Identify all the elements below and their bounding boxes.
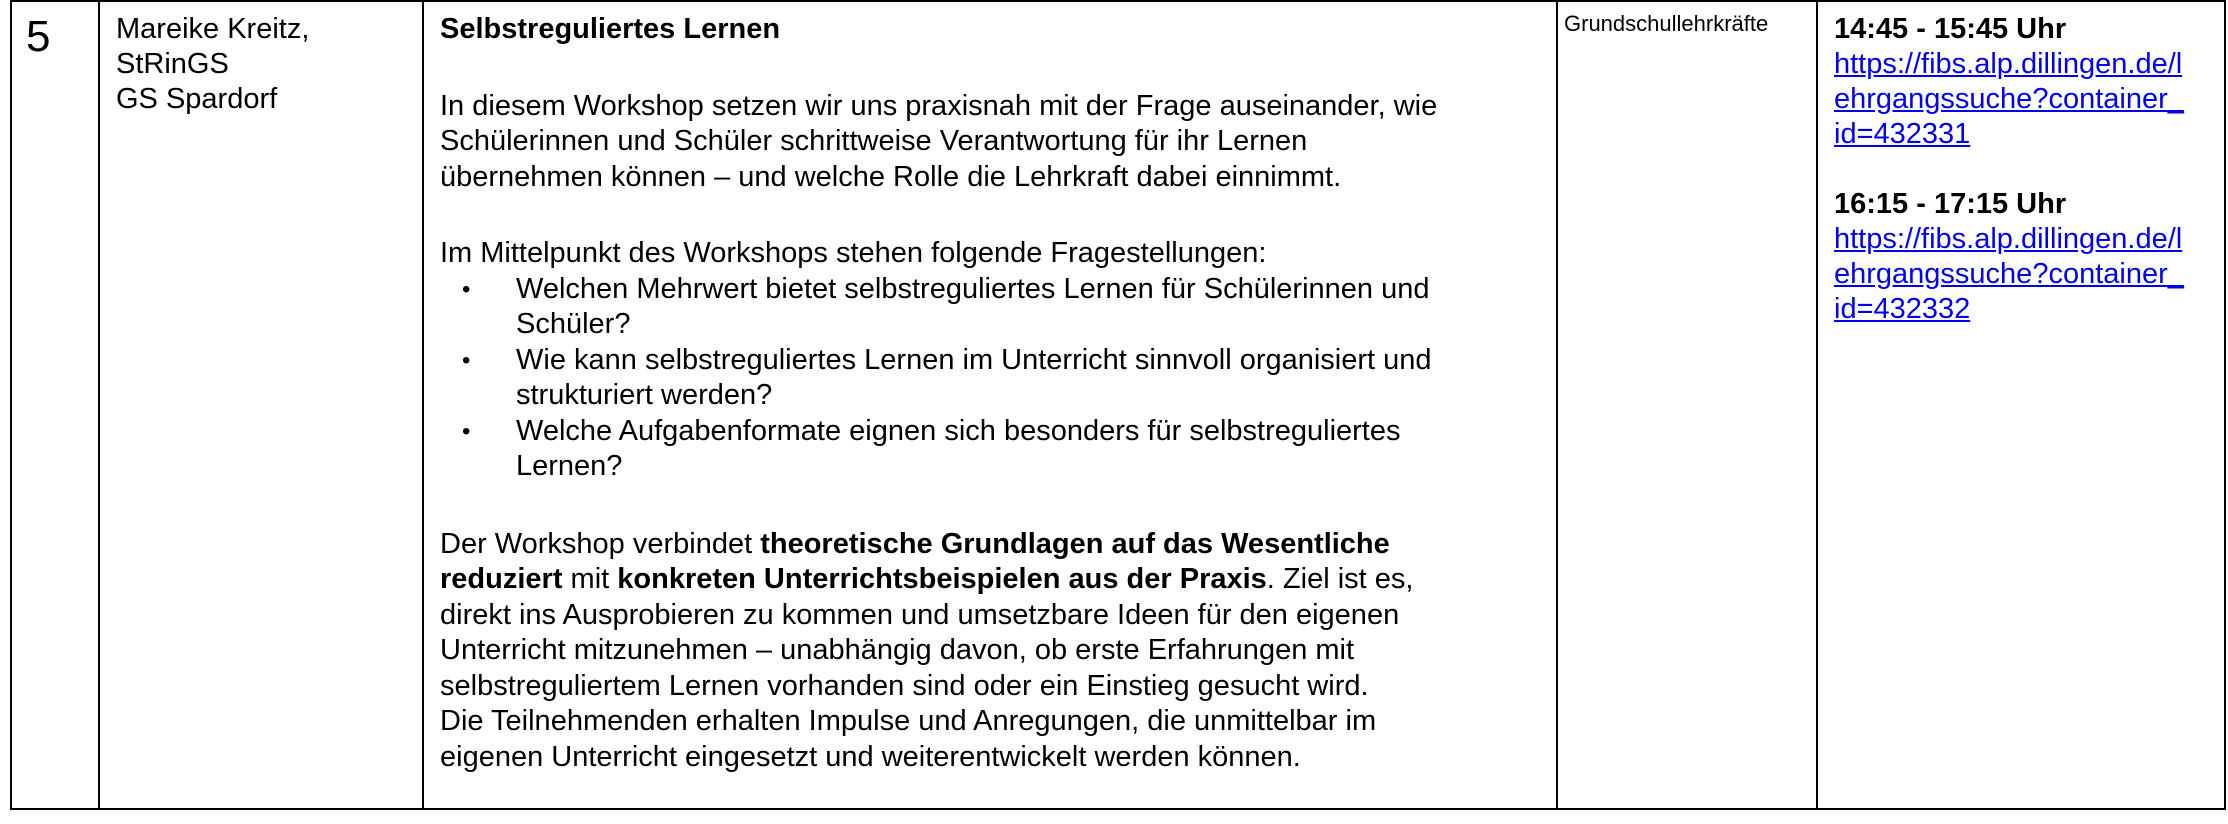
list-item: [440, 414, 1542, 485]
questions-list: [440, 272, 1542, 485]
session-link[interactable]: [1834, 47, 2204, 152]
intro-line: übernehmen können – und welche Rolle die Lehrkraft dabei einnimmt.: [440, 160, 1342, 193]
question-line: strukturiert werden?: [516, 379, 773, 411]
list-item: [440, 343, 1542, 414]
summary-bold: reduziert: [440, 563, 563, 595]
session-time: 14:45 - 15:45 Uhr: [1834, 13, 2067, 45]
session-link[interactable]: [1834, 222, 2204, 327]
link-line: id=432332: [1834, 293, 1971, 325]
intro-line: Schülerinnen und Schüler schrittweise Verantwortung für ihr Lernen: [440, 125, 1308, 157]
presenter-org: StRinGS: [116, 48, 229, 80]
summary-line: eigenen Unterricht eingesetzt und weiterentwickelt werden können.: [440, 740, 1301, 773]
link-line: id=432331: [1834, 118, 1971, 150]
question-line: Welchen Mehrwert bietet selbstreguliertes Lernen für Schülerinnen und: [516, 272, 1430, 305]
row-number-cell: [12, 2, 98, 808]
workshop-description-cell: [424, 2, 1556, 808]
summary-bold: konkreten Unterrichtsbeispielen aus der Praxis: [617, 563, 1267, 595]
link-line: https://fibs.alp.dillingen.de/l: [1834, 223, 2183, 255]
session-time: 16:15 - 17:15 Uhr: [1834, 188, 2067, 220]
bullet-icon: •: [462, 417, 471, 445]
workshop-table: [10, 0, 2226, 810]
list-item: [440, 272, 1542, 343]
summary-text: Der Workshop verbindet: [440, 527, 761, 560]
presenter-name: Mareike Kreitz,: [116, 13, 310, 45]
workshop-title: Selbstreguliertes Lernen: [440, 13, 781, 45]
schedule-cell: [1818, 2, 2226, 808]
summary-text: mit: [562, 563, 618, 595]
link-line: ehrgangssuche?container_: [1834, 258, 2184, 290]
bullet-icon: •: [462, 275, 471, 303]
intro-line: In diesem Workshop setzen wir uns praxisnah mit der Frage auseinander, wie: [440, 89, 1438, 122]
questions-lead: Im Mittelpunkt des Workshops stehen folgende Fragestellungen:: [440, 237, 1267, 269]
question-line: Wie kann selbstreguliertes Lernen im Unterricht sinnvoll organisiert und: [516, 343, 1432, 376]
row-number: 5: [26, 12, 51, 61]
summary-text: . Ziel ist es,: [1266, 563, 1414, 595]
summary-line: Unterricht mitzunehmen – unabhängig davon, ob erste Erfahrungen mit: [440, 634, 1355, 666]
summary-line: [440, 527, 1542, 563]
presenter-cell: [100, 2, 422, 808]
audience-label: Grundschullehrkräfte: [1564, 11, 1769, 36]
question-line: Welche Aufgabenformate eignen sich besonders für selbstreguliertes: [516, 414, 1401, 447]
summary-line: selbstreguliertem Lernen vorhanden sind oder ein Einstieg gesucht wird.: [440, 669, 1369, 702]
summary-line: [440, 562, 1542, 598]
link-line: ehrgangssuche?container_: [1834, 83, 2184, 115]
link-line: https://fibs.alp.dillingen.de/l: [1834, 48, 2183, 80]
summary-line: Die Teilnehmenden erhalten Impulse und Anregungen, die unmittelbar im: [440, 705, 1377, 737]
bullet-icon: •: [462, 346, 471, 374]
summary-line: direkt ins Ausprobieren zu kommen und umsetzbare Ideen für den eigenen: [440, 598, 1400, 631]
question-line: Schüler?: [516, 308, 631, 340]
question-line: Lernen?: [516, 450, 623, 482]
presenter-school: GS Spardorf: [116, 83, 278, 115]
audience-cell: [1558, 2, 1816, 808]
summary-bold: theoretische Grundlagen auf das Wesentliche: [760, 527, 1390, 560]
